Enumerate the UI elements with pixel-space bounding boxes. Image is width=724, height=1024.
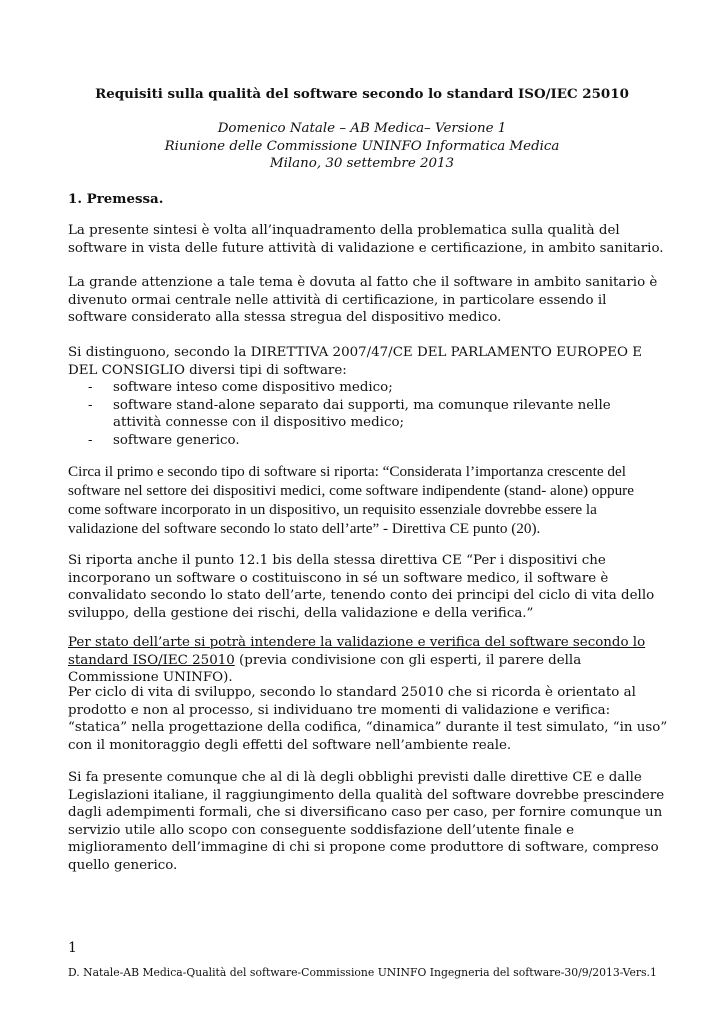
paragraph-lifecycle: Per ciclo di vita di sviluppo, secondo lo standard 25010 che si ricorda è orientato al prodotto e non al processo, si individuano tre momenti di validazione e verifica: “statica” nella progettazione della codifica, “dinamica” durante il test simulato, “in uso” con il monitoraggio degli effetti del software nell’ambiente reale. — [68, 685, 668, 753]
document-meta — [68, 120, 656, 173]
paragraph-conclusion: Si fa presente comunque che al di là degli obblighi previsti dalle direttive CE e dalle Legislazioni italiane, il raggiungimento della qualità del software dovrebbe prescindere dagli adempimenti formali, che si diversificano caso per caso, per fornire comunque un servizio utile allo scopo con conseguente soddisfazione dell’utente finale e miglioramento dell’immagine di chi si propone come produttore di software, compreso quello generico. — [68, 770, 665, 873]
document-title: Requisiti sulla qualità del software secondo lo standard ISO/IEC 25010 — [95, 86, 629, 102]
list-item: - software stand-alone separato dai supporti, ma comunque rilevante nelle attività connesse con il dispositivo medico; — [88, 397, 648, 432]
page-number: 1 — [68, 940, 77, 956]
paragraph-quote-20: Circa il primo e secondo tipo di software si riporta: “Considerata l’importanza crescente del software nel settore dei dispositivi medici, come software indipendente (stand- alone) oppure come software incorporato in un dispositivo, un requisito essenziale dovrebbe essere la validazione del software secondo lo stato dell’arte” - Direttiva CE punto (20). — [68, 463, 634, 537]
paragraph-attention: La grande attenzione a tale tema è dovuta al fatto che il software in ambito sanitario è divenuto ormai centrale nelle attività di certificazione, in particolare essendo il software considerato alla stessa stregua del dispositivo medico. — [68, 275, 658, 326]
underlined-text: Per stato dell’arte si potrà intendere la validazione e verifica del software secondo lo standard ISO/IEC 25010 — [68, 635, 646, 668]
list-item: - software generico. — [88, 432, 648, 450]
list-item: - software inteso come dispositivo medico; — [88, 379, 648, 397]
paragraph-quote-12-1: Si riporta anche il punto 12.1 bis della stessa direttiva CE “Per i dispositivi che incorporano un software o costituiscono in sé un software medico, il software è convalidato secondo lo stato dell’arte, tenendo conto dei principi del ciclo di vita dello sviluppo, della gestione dei rischi, della validazione e della verifica.” — [68, 553, 655, 621]
paragraph-state-of-art — [68, 634, 668, 687]
paragraph-directive: Si distinguono, secondo la DIRETTIVA 2007/47/CE DEL PARLAMENTO EUROPEO E DEL CONSIGLIO diversi tipi di software: — [68, 345, 643, 378]
author-line: Domenico Natale – AB Medica– Versione 1 — [217, 121, 507, 136]
paragraph-rest: (previa condivisione con gli esperti, il parere della Commissione UNINFO). — [68, 652, 582, 686]
date-line: Milano, 30 settembre 2013 — [269, 156, 455, 171]
paragraph-intro: La presente sintesi è volta all’inquadramento della problematica sulla qualità del software in vista delle future attività di validazione e certificazione, in ambito sanitario. — [68, 223, 664, 256]
software-types-list — [88, 379, 648, 449]
section-heading: 1. Premessa. — [68, 191, 164, 207]
page-footer: D. Natale-AB Medica-Qualità del software-Commissione UNINFO Ingegneria del software-30/9/2013-Vers.1 — [68, 966, 657, 979]
meeting-line: Riunione delle Commissione UNINFO Informatica Medica — [164, 138, 560, 154]
